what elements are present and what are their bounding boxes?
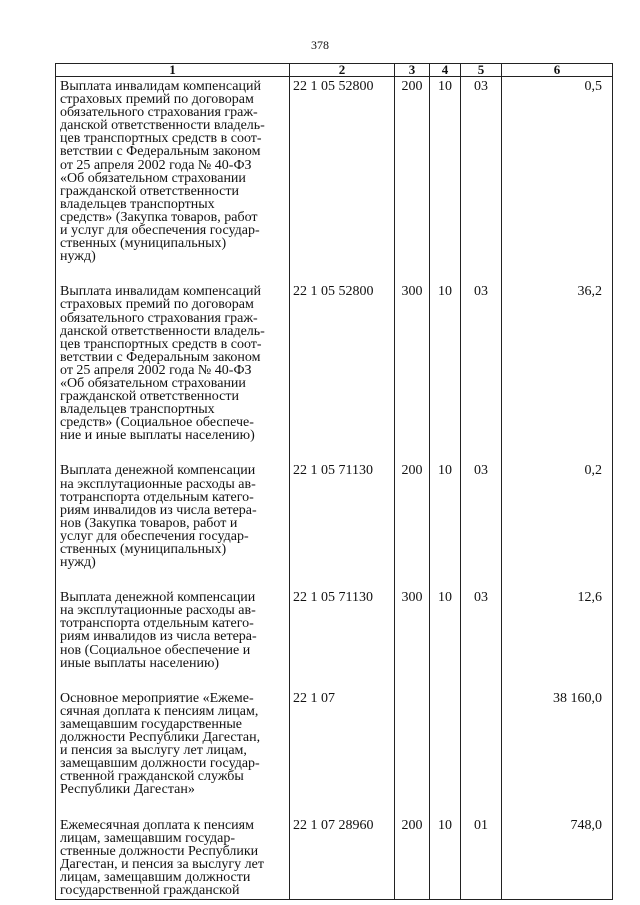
expense-type-code: 300	[395, 282, 430, 461]
table-row	[56, 461, 613, 588]
section-code: 10	[430, 816, 461, 900]
amount: 0,5	[502, 77, 613, 283]
column-header: 4	[430, 64, 461, 77]
amount: 0,2	[502, 461, 613, 588]
table-row	[56, 588, 613, 689]
page-number: 378	[311, 38, 329, 52]
column-header: 3	[395, 64, 430, 77]
table-row	[56, 816, 613, 900]
expense-type-code: 200	[395, 461, 430, 588]
amount: 38 160,0	[502, 689, 613, 816]
target-article-code: 22 1 05 71130	[290, 588, 395, 689]
column-header: 1	[56, 64, 290, 77]
column-header: 5	[461, 64, 502, 77]
target-article-code: 22 1 05 71130	[290, 461, 395, 588]
target-article-code: 22 1 07	[290, 689, 395, 816]
item-description: Ежемесячная доплата к пенсиям лицам, замещавшим государ- ственные должности Республики Дагестан, и пенсия за выслугу лет лицам, замещавшим должности государственной гражданской	[56, 816, 290, 900]
section-code: 10	[430, 461, 461, 588]
section-code: 10	[430, 282, 461, 461]
target-article-code: 22 1 07 28960	[290, 816, 395, 900]
subsection-code: 03	[461, 77, 502, 283]
column-header: 2	[290, 64, 395, 77]
table-row	[56, 689, 613, 816]
expense-type-code: 200	[395, 816, 430, 900]
expense-type-code: 200	[395, 77, 430, 283]
amount: 36,2	[502, 282, 613, 461]
subsection-code: 03	[461, 461, 502, 588]
subsection-code	[461, 689, 502, 816]
item-description: Выплата инвалидам компенсаций страховых премий по договорам обязательного страхования граж- данской ответственности владель- цев транспортных средств в соот- ветствии с Федеральным законом от 25 апреля 2002 года № 40-ФЗ «Об обязательном страховании гражданской ответственности владельцев транспортных средств» (Социальное обеспече- ние и иные выплаты населению)	[56, 282, 290, 461]
subsection-code: 03	[461, 588, 502, 689]
target-article-code: 22 1 05 52800	[290, 282, 395, 461]
subsection-code: 01	[461, 816, 502, 900]
amount: 12,6	[502, 588, 613, 689]
section-code: 10	[430, 588, 461, 689]
column-numbers-row	[56, 64, 613, 77]
table-row	[56, 77, 613, 283]
item-description: Выплата денежной компенсации на эксплутационные расходы ав- тотранспорта отдельным катего- риям инвалидов из числа ветера- нов (Социальное обеспечение и иные выплаты населению)	[56, 588, 290, 689]
item-description: Выплата инвалидам компенсаций страховых премий по договорам обязательного страхования граж- данской ответственности владель- цев транспортных средств в соот- ветствии с Федеральным законом от 25 апреля 2002 года № 40-ФЗ «Об обязательном страховании гражданской ответственности владельцев транспортных средств» (Закупка товаров, работ и услуг для обеспечения государ- ственных (муниципальных) нужд)	[56, 77, 290, 283]
section-code: 10	[430, 77, 461, 283]
budget-table	[55, 63, 613, 900]
table-row	[56, 282, 613, 461]
section-code	[430, 689, 461, 816]
subsection-code: 03	[461, 282, 502, 461]
expense-type-code: 300	[395, 588, 430, 689]
target-article-code: 22 1 05 52800	[290, 77, 395, 283]
amount: 748,0	[502, 816, 613, 900]
item-description: Основное мероприятие «Ежеме- сячная доплата к пенсиям лицам, замещавшим государственные должности Республики Дагестан, и пенсия за выслугу лет лицам, замещавшим должности государ- ственной гражданской службы Республики Дагестан»	[56, 689, 290, 816]
expense-type-code	[395, 689, 430, 816]
item-description: Выплата денежной компенсации на эксплутационные расходы ав- тотранспорта отдельным катего- риям инвалидов из числа ветера- нов (Закупка товаров, работ и услуг для обеспечения государ- ственных (муниципальных) нужд)	[56, 461, 290, 588]
column-header: 6	[502, 64, 613, 77]
